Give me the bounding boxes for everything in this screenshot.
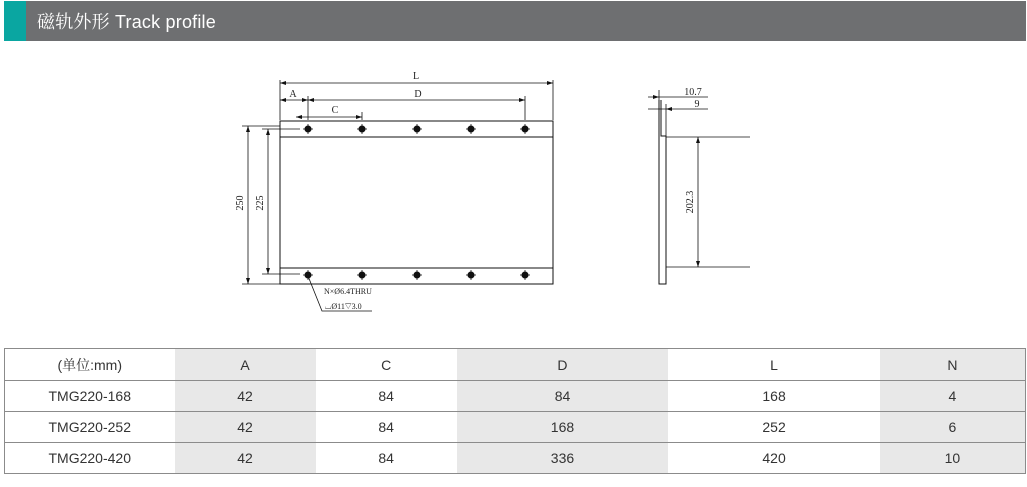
table-cell-model: TMG220-168 (5, 381, 175, 412)
technical-drawing-svg (0, 60, 1027, 330)
table-cell: 168 (668, 381, 880, 412)
table-cell: 252 (668, 412, 880, 443)
specification-table (4, 348, 1026, 474)
hole-note-line1: N×Ø6.4THRU (324, 287, 372, 296)
table-cell: 6 (880, 412, 1026, 443)
table-row (5, 381, 1026, 412)
label-C: C (331, 105, 339, 116)
table-cell: 84 (457, 381, 669, 412)
label-225: 225 (255, 195, 266, 211)
table-header-cell: D (457, 349, 669, 381)
table-cell: 4 (880, 381, 1026, 412)
table-cell-model: TMG220-252 (5, 412, 175, 443)
table-cell: 42 (175, 412, 316, 443)
label-D: D (414, 89, 422, 100)
table-row (5, 443, 1026, 474)
label-9: 9 (694, 99, 700, 110)
table-header-cell: A (175, 349, 316, 381)
side-profile-outline (659, 100, 666, 284)
table-cell: 84 (316, 412, 457, 443)
table-cell: 10 (880, 443, 1026, 474)
table-cell: 336 (457, 443, 669, 474)
table-cell: 84 (316, 381, 457, 412)
section-header (4, 1, 1026, 41)
mounting-holes (305, 126, 529, 279)
plate-outline (280, 121, 553, 284)
label-A: A (289, 89, 297, 100)
table-cell: 84 (316, 443, 457, 474)
table-row (5, 412, 1026, 443)
label-250: 250 (235, 195, 246, 211)
table-header-cell: N (880, 349, 1026, 381)
track-profile-drawing (0, 60, 1027, 330)
table-cell: 168 (457, 412, 669, 443)
table-cell-model: TMG220-420 (5, 443, 175, 474)
table-header-cell: (单位:mm) (5, 349, 175, 381)
label-202-3: 202.3 (685, 190, 696, 214)
table-header-row (5, 349, 1026, 381)
table-cell: 420 (668, 443, 880, 474)
label-10-7: 10.7 (684, 87, 702, 98)
section-title: 磁轨外形 Track profile (37, 12, 216, 32)
table-header-cell: L (668, 349, 880, 381)
table-header-cell: C (316, 349, 457, 381)
hole-note-line2: ⌴Ø11▽3.0 (325, 302, 362, 311)
table-cell: 42 (175, 381, 316, 412)
table-cell: 42 (175, 443, 316, 474)
header-accent-bar (4, 1, 26, 41)
label-L: L (412, 71, 420, 82)
